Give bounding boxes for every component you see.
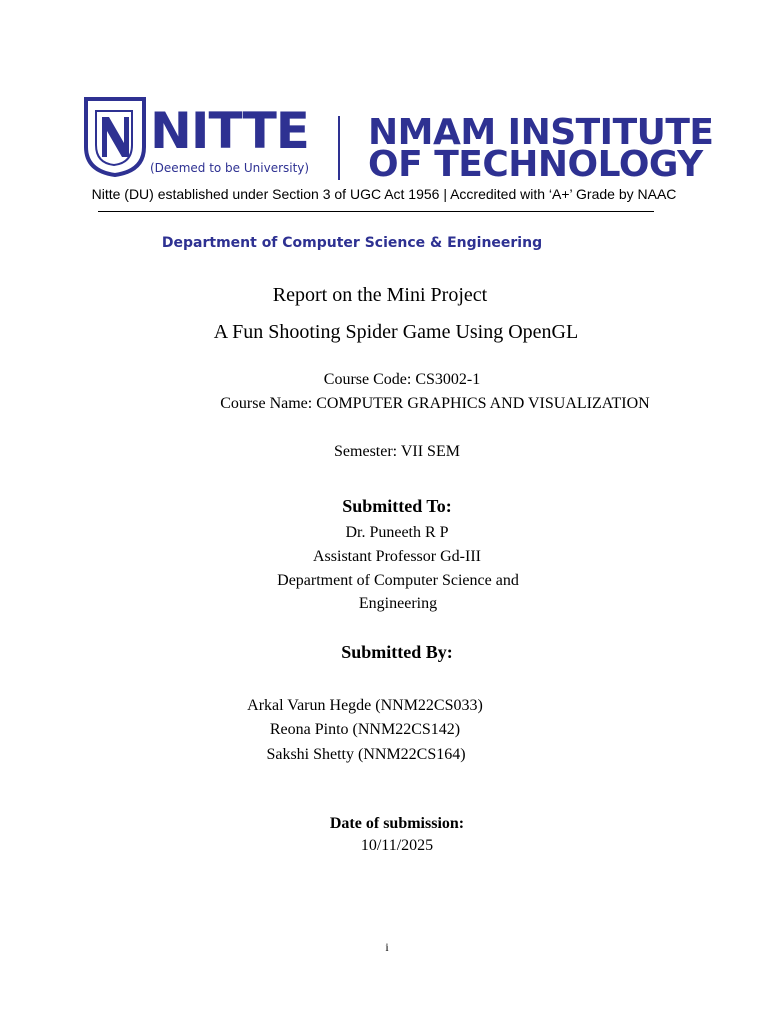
institute-name-line-2: OF TECHNOLOGY [368,144,703,185]
department-heading: Department of Computer Science & Engineering [161,235,543,251]
student-list-item: Sakshi Shetty (NNM22CS164) [266,746,466,763]
semester: Semester: VII SEM [334,443,460,460]
course-name: Course Name: COMPUTER GRAPHICS AND VISUALIZATION [220,395,650,412]
logo-subtitle: (Deemed to be University) [150,161,310,175]
student-list-item: Arkal Varun Hegde (NNM22CS033) [247,697,483,714]
institute-name-line-1: NMAM INSTITUTE [368,112,714,153]
supervisor-department-line-1: Department of Computer Science and [277,572,519,589]
submission-date: 10/11/2025 [360,837,434,854]
logo-wordmark: NITTE [150,102,309,160]
accreditation-text: Nitte (DU) established under Section 3 of UGC Act 1956 | Accredited with ‘A+’ Grade by NAAC [91,186,677,202]
header-divider [98,211,654,212]
page-number: i [385,940,389,954]
project-title: A Fun Shooting Spider Game Using OpenGL [213,321,579,343]
logo-divider [338,116,340,180]
supervisor-name: Dr. Puneeth R P [345,524,449,541]
student-list-item: Reona Pinto (NNM22CS142) [269,721,461,738]
submission-date-heading: Date of submission: [329,815,465,832]
submitted-to-heading: Submitted To: [342,496,452,516]
course-code: Course Code: CS3002-1 [323,371,481,388]
report-title: Report on the Mini Project [272,284,488,306]
submitted-by-heading: Submitted By: [341,642,453,662]
nitte-n-logo-icon [84,97,146,177]
supervisor-department-line-2: Engineering [358,595,438,612]
supervisor-designation: Assistant Professor Gd-III [313,548,481,565]
